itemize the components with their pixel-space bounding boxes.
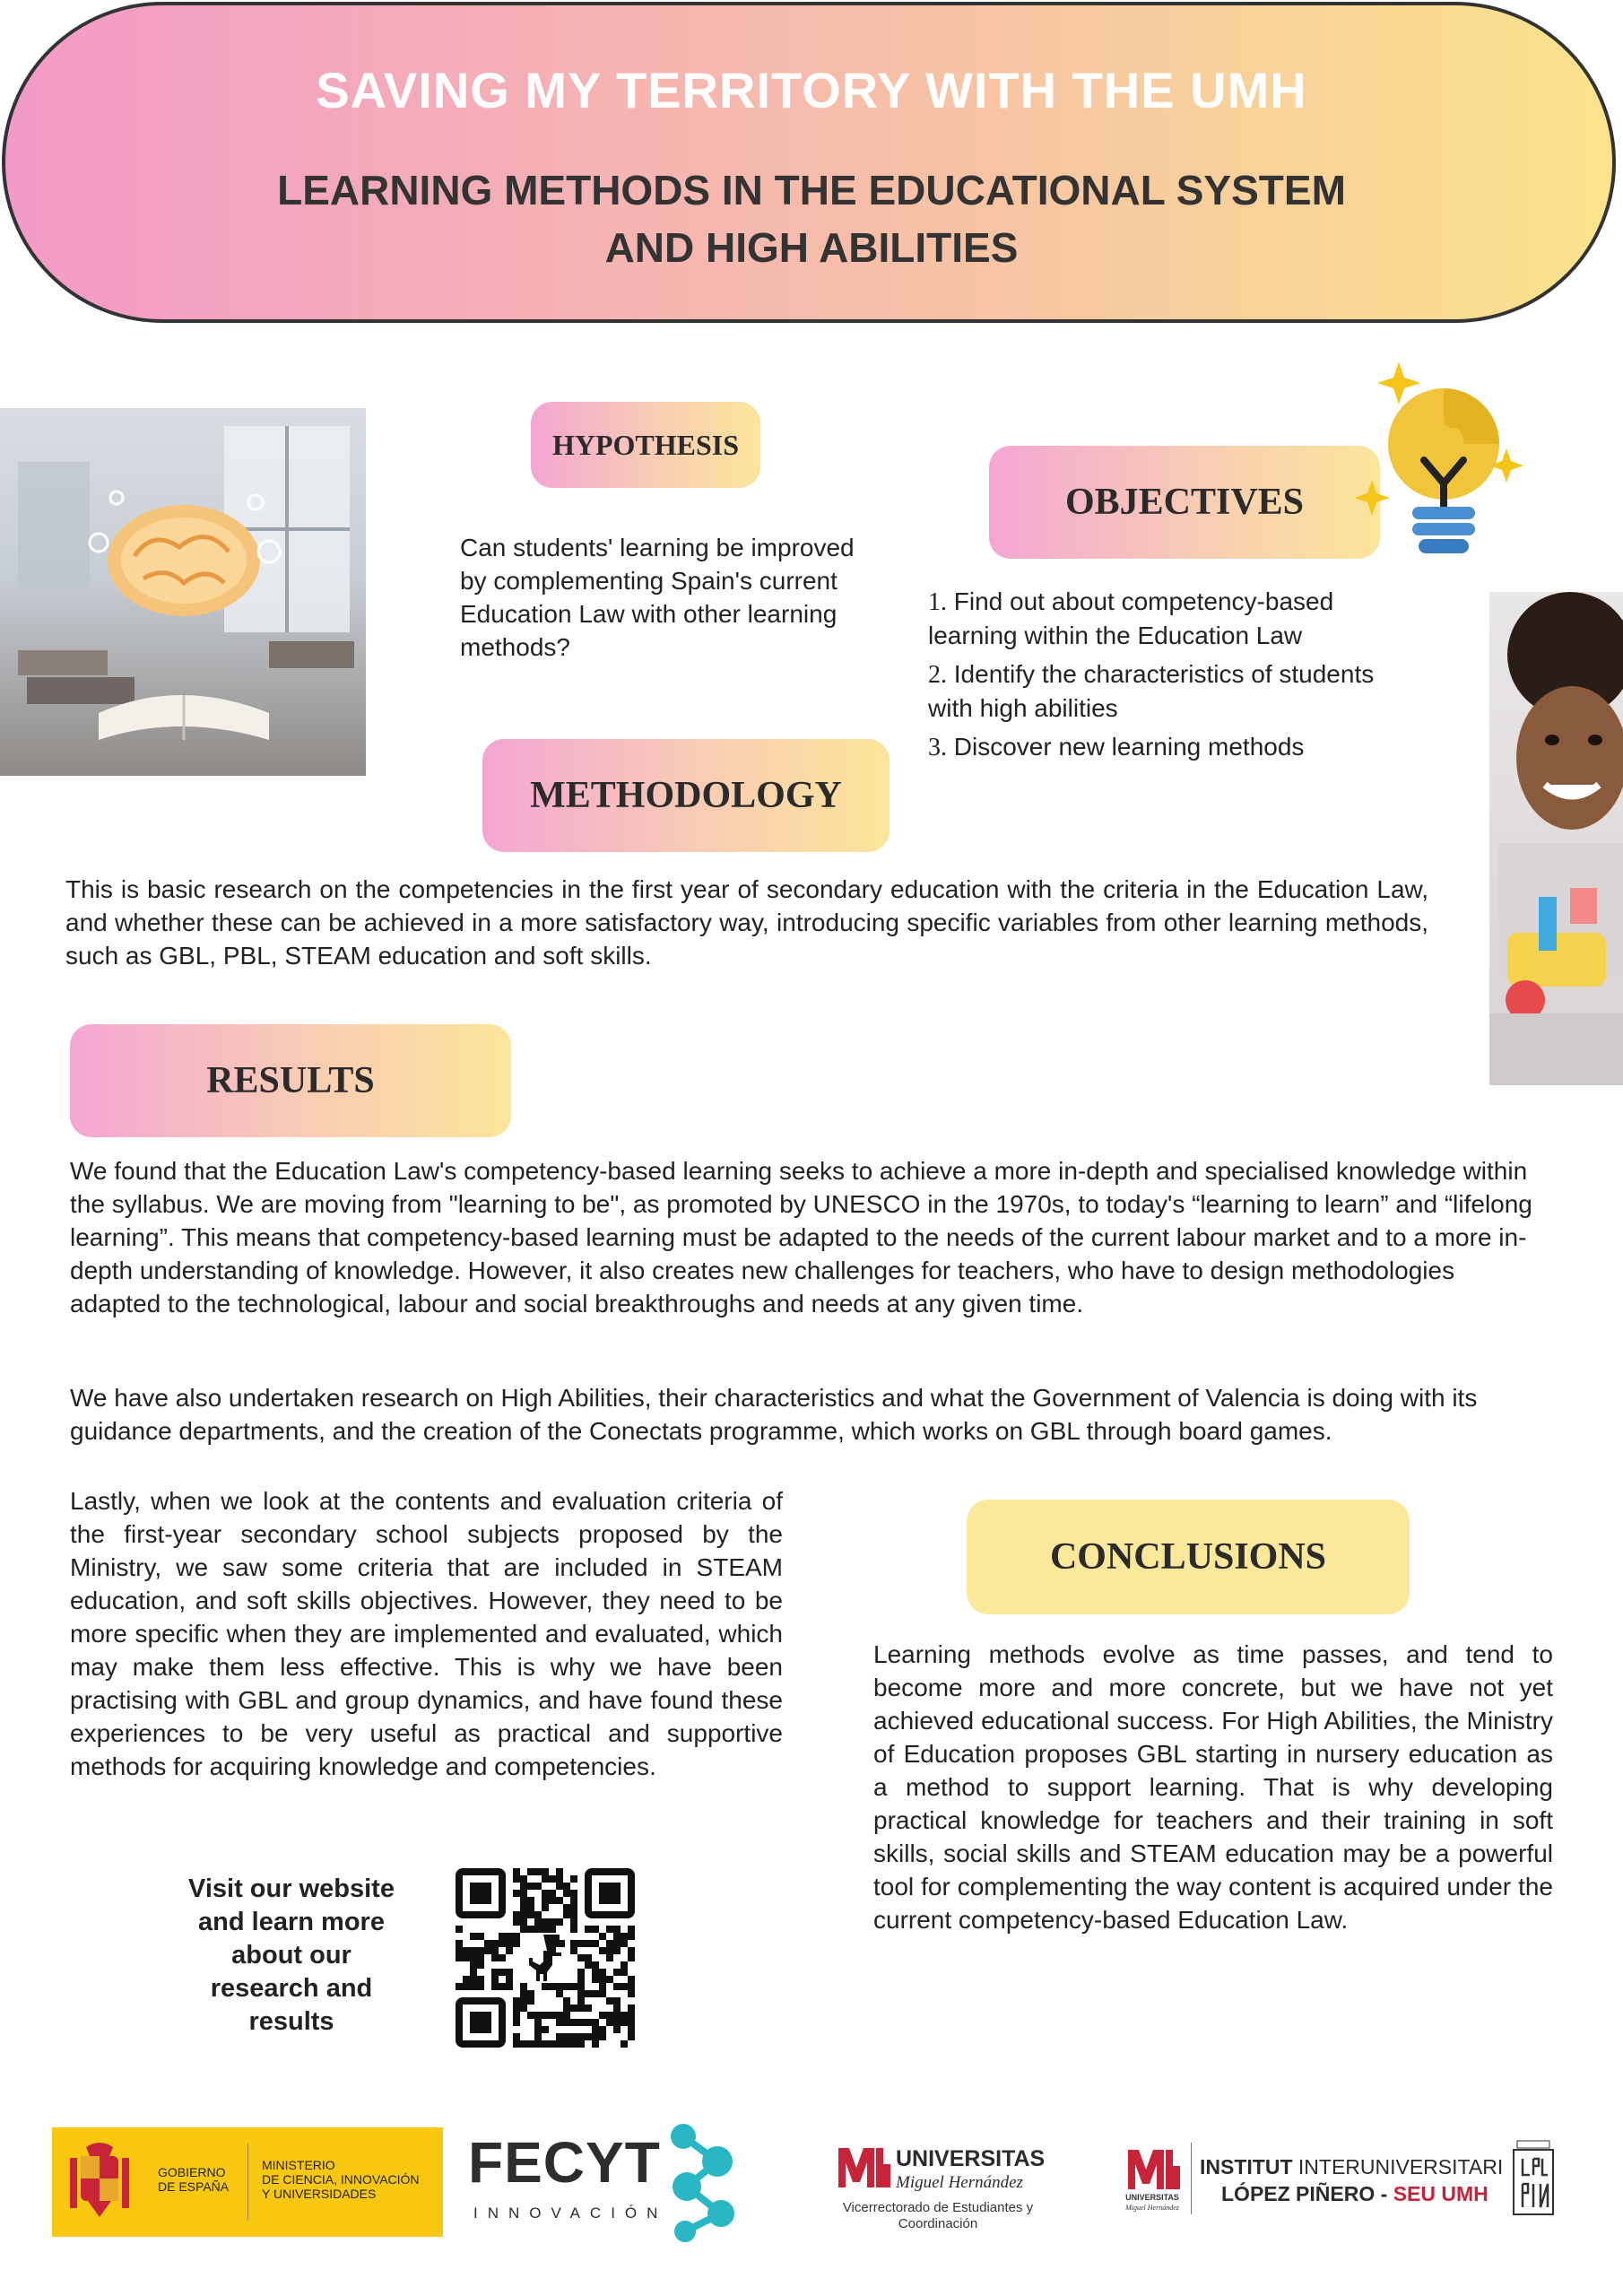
results-paragraph-1: We found that the Education Law's competency-based learning seeks to achieve a more in-depth and specialised knowledge within the syllabus. We are moving from "learning to be", as promoted by UNESCO in the 1970s, to today's “learning to learn” and “lifelong learning”. This means that competency-based learning must be adapted to the needs of the current labour market and to a more in-depth understanding of knowledge. However, it also creates new challenges for teachers, who have to design methodologies adapted to the technological, labour and social breakthroughs and needs at any given time.: [70, 1157, 1532, 1318]
website-callout-line: and learn more: [198, 1908, 385, 1936]
ministerio-text: MINISTERIO: [262, 2158, 335, 2172]
spain-coat-of-arms-icon: [68, 2140, 131, 2224]
website-callout: [157, 1873, 426, 2039]
methodology-heading: METHODOLOGY: [482, 739, 890, 852]
vicerrectorado-text: Vicerrectorado de Estudiantes y: [842, 2200, 1034, 2215]
umh-emblem-icon: [835, 2143, 890, 2189]
methodology-text: This is basic research on the competencies in the first year of secondary education with the criteria in the Education Law, and whether these can be achieved in a more satisfactory way, introducing specific variables from other learning methods, such as GBL, PBL, STEAM education and soft skills.: [65, 875, 1428, 970]
fecyt-logo: [466, 2117, 744, 2251]
girl-photo: [1489, 592, 1623, 1085]
objective-item: 2. Identify the characteristics of students with high abilities: [928, 660, 1375, 722]
website-callout-line: results: [248, 2007, 334, 2036]
umh-small-wordmark: UNIVERSITAS: [1125, 2193, 1179, 2202]
website-callout-line: about our: [231, 1941, 352, 1970]
website-qr-code[interactable]: [456, 1868, 635, 2048]
fecyt-wordmark: FECYT: [468, 2130, 661, 2195]
conclusions-heading: CONCLUSIONS: [967, 1500, 1410, 1614]
umh-vicerrectorado-logo: [829, 2139, 1063, 2238]
institut-name-line2: LÓPEZ PIÑERO - SEU UMH: [1221, 2182, 1488, 2205]
hypothesis-text: Can students' learning be improved by complementing Spain's current Education Law with other learning methods?: [460, 534, 855, 661]
brain-books-photo: [0, 408, 366, 776]
umh-name: Miguel Hernández: [896, 2173, 1023, 2192]
umh-emblem-icon: [1124, 2144, 1180, 2191]
gobierno-text: DE ESPAÑA: [158, 2179, 230, 2194]
lopez-pinero-stamp-icon: [1510, 2139, 1557, 2218]
institut-name-line1: INSTITUT INTERUNIVERSITARI: [1200, 2155, 1504, 2179]
poster-subtitle: [126, 161, 1497, 276]
website-callout-line: research and: [210, 1974, 373, 2003]
ministerio-text: DE CIENCIA, INNOVACIÓN: [262, 2172, 420, 2187]
umh-wordmark: UNIVERSITAS: [896, 2146, 1046, 2171]
objective-item: 3. Discover new learning methods: [928, 733, 1305, 761]
objective-item: 1. Find out about competency-based learning within the Education Law: [928, 587, 1334, 649]
hypothesis-heading: HYPOTHESIS: [531, 402, 760, 488]
objectives-list: [928, 585, 1394, 770]
ministerio-text: Y UNIVERSIDADES: [262, 2187, 377, 2201]
institut-lopez-pinero-logo: [1121, 2139, 1560, 2238]
subtitle-line-1: LEARNING METHODS IN THE EDUCATIONAL SYSTEM: [277, 167, 1346, 213]
website-callout-line: Visit our website: [188, 1874, 395, 1903]
umh-small-name: Miguel Hernández: [1125, 2204, 1179, 2212]
fecyt-subtitle: INNOVACIÓN: [473, 2205, 668, 2222]
objectives-heading: OBJECTIVES: [989, 446, 1380, 559]
conclusions-text: Learning methods evolve as time passes, and tend to become more and more concrete, but we have not yet achieved educational success. For High Abilities, the Ministry of Education proposes GBL starting in nursery education as a method to support learning. That is why developing practical knowledge for teachers and their training in soft skills, social skills and STEAM education may be a powerful tool for complementing the way content is acquired under the current competency-based Education Law.: [873, 1640, 1553, 1934]
results-heading: RESULTS: [70, 1024, 511, 1137]
gobierno-ministerio-logo: [52, 2127, 443, 2237]
lightbulb-puzzle-icon: [1354, 354, 1533, 570]
subtitle-line-2: AND HIGH ABILITIES: [604, 224, 1019, 271]
poster-title: SAVING MY TERRITORY WITH THE UMH: [316, 62, 1307, 118]
results-paragraph-3: Lastly, when we look at the contents and evaluation criteria of the first-year secondary school subjects proposed by the Ministry, we saw some criteria that are included in STEAM education, and soft skills objectives. However, they need to be more specific when they are implemented and evaluated, which may make them less effective. This is why we have been practising with GBL and group dynamics, and have found these experiences to be very useful as practical and supportive methods for acquiring knowledge and competencies.: [70, 1487, 783, 1780]
fecyt-molecule-icon: [665, 2120, 746, 2246]
results-paragraph-2: We have also undertaken research on High Abilities, their characteristics and what the Government of Valencia is doing with its guidance departments, and the creation of the Conectats programme, which works on GBL through board games.: [70, 1384, 1478, 1445]
gobierno-text: GOBIERNO: [158, 2165, 226, 2179]
vicerrectorado-text: Coordinación: [898, 2216, 978, 2231]
